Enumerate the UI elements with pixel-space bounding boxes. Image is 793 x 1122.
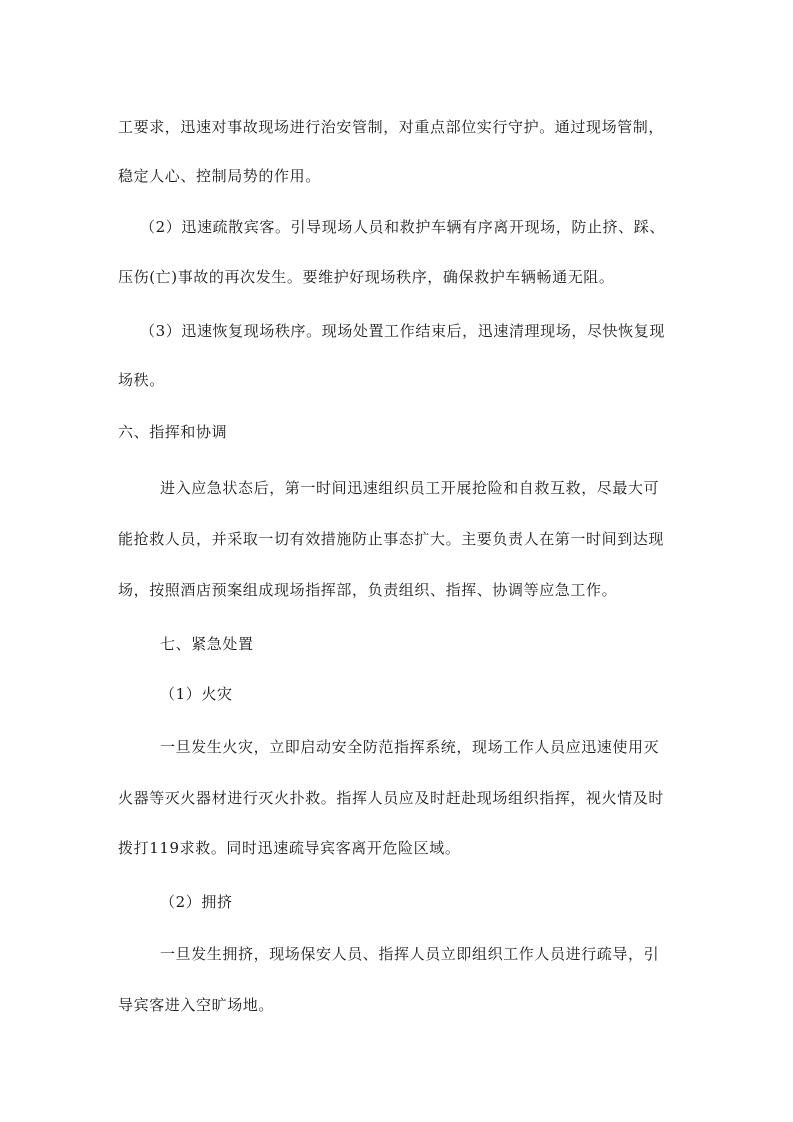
list-item-restore-order: （3）迅速恢复现场秩序。现场处置工作结束后，迅速清理现场，尽快恢复现 (140, 322, 665, 340)
text-line: 进入应急状态后，第一时间迅速组织员工开展抢险和自救互救，尽最大可 (160, 479, 660, 497)
section-heading-command: 六、指挥和协调 (118, 423, 228, 441)
text-line: 稳定人心、控制局势的作用。 (118, 167, 321, 185)
text-line: 导宾客进入空旷场地。 (118, 996, 275, 1014)
text-line: 场秩。 (118, 371, 165, 389)
text-line: 工要求，迅速对事故现场进行治安管制，对重点部位实行守护。通过现场管制， (118, 118, 665, 136)
subheading-fire: （1）火灾 (160, 685, 233, 703)
text-line: 一旦发生拥挤，现场保安人员、指挥人员立即组织工作人员进行疏导，引 (160, 945, 660, 963)
section-heading-emergency: 七、紧急处置 (160, 635, 254, 653)
text-line: 拨打119求救。同时迅速疏导宾客离开危险区域。 (118, 839, 461, 857)
text-line: 火器等灭火器材进行灭火扑救。指挥人员应及时赶赴现场组织指挥，视火情及时 (118, 789, 665, 807)
subheading-crowding: （2）拥挤 (160, 893, 233, 911)
text-line: 压伤(亡)事故的再次发生。要维护好现场秩序，确保救护车辆畅通无阻。 (118, 268, 615, 286)
text-line: 能抢救人员，并采取一切有效措施防止事态扩大。主要负责人在第一时间到达现 (118, 530, 665, 548)
list-item-evacuate: （2）迅速疏散宾客。引导现场人员和救护车辆有序离开现场，防止挤、踩、 (140, 218, 665, 236)
text-line: 场，按照酒店预案组成现场指挥部，负责组织、指挥、协调等应急工作。 (118, 581, 618, 599)
text-line: 一旦发生火灾，立即启动安全防范指挥系统，现场工作人员应迅速使用灭 (160, 738, 660, 756)
